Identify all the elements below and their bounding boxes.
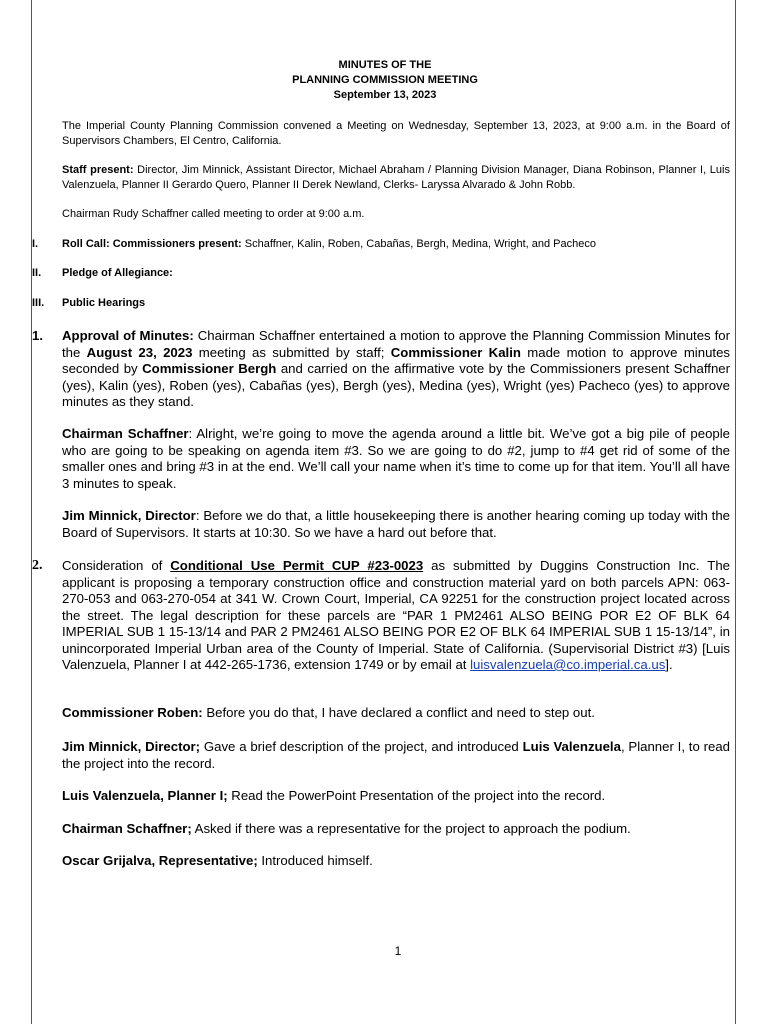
page-number: 1 xyxy=(394,944,402,958)
pledge-heading xyxy=(62,266,730,281)
director-statement-2-text-b: , Planner I, to read the project into the record. xyxy=(62,739,730,771)
commissioner-bergh: Commissioner Bergh xyxy=(142,361,277,376)
title-line-1: MINUTES OF THE xyxy=(338,59,432,71)
speaker-luis: Luis Valenzuela, Planner I; xyxy=(62,788,228,803)
item-1-text-c: made motion to approve minutes seconded by xyxy=(62,344,730,376)
director-statement-1 xyxy=(62,508,730,541)
chairman-statement-1 xyxy=(62,426,730,492)
roll-call xyxy=(62,237,730,252)
roben-statement-text: Before you do that, I have declared a conflict and need to step out. xyxy=(202,705,595,720)
item-1-text-d: and carried on the affirmative vote by the Commissioners present Schaffner (yes), Kalin (yes), Roben (yes), Cabañas (yes), Bergh (yes), Medina (yes), Wright (yes) Pacheco (yes) to approve minutes as they stand. xyxy=(62,361,730,409)
item-1-approval-of-minutes xyxy=(62,328,730,411)
oscar-statement xyxy=(62,853,730,870)
item-2-text-b: as submitted by Duggins Construction Inc. The applicant is proposing a temporary construction office and construction material yard on both parcels APN: 063-270-053 and 063-270-054 at 341 W. Crown Court, Imperial, CA 92251 for the construction project located across the street. The legal description for these parcels are “PAR 1 PM2461 ALSO BEING POR E2 OF BLK 64 IMPERIAL SUB 1 15-13/14 and PAR 2 PM2461 ALSO BEING POR E2 OF BLK 64 IMPERIAL SUB 1 15-13/14”, in unincorporated Imperial Urban area of the County of Imperial. State of California. (Supervisorial District #3) [Luis Valenzuela, Planner I at 442-265-1736, extension 1749 or by email at xyxy=(62,558,731,672)
item-2-text-c: ]. xyxy=(665,657,673,672)
luis-statement xyxy=(62,788,730,805)
intro-paragraph: The Imperial County Planning Commission convened a Meeting on Wednesday, September 13, 2023, at 9:00 a.m. in the Board of Supervisors Chambers, El Centro, California. xyxy=(62,120,730,147)
public-hearings-label: Public Hearings xyxy=(62,297,146,309)
director-statement-2 xyxy=(62,739,730,772)
staff-label: Staff present: xyxy=(62,164,134,176)
item-2-number: 2. xyxy=(32,558,43,573)
chairman-statement-2-text: Asked if there was a representative for the project to approach the podium. xyxy=(191,821,631,836)
title-date: September 13, 2023 xyxy=(333,89,437,101)
roll-call-label: Roll Call: Commissioners present: xyxy=(62,238,242,250)
pledge-label: Pledge of Allegiance: xyxy=(62,267,173,279)
speaker-director: Jim Minnick, Director xyxy=(62,508,196,523)
section-num-hearings: III. xyxy=(32,297,45,309)
director-statement-2-text-a: Gave a brief description of the project, and introduced xyxy=(200,739,523,754)
chairman-statement-2 xyxy=(62,821,730,838)
oscar-statement-text: Introduced himself. xyxy=(257,853,373,868)
permit-number: Conditional Use Permit CUP #23-0023 xyxy=(170,558,424,573)
item-1-number: 1. xyxy=(32,328,43,343)
planner-luis: Luis Valenzuela xyxy=(522,739,621,754)
chairman-statement-text: : Alright, we’re going to move the agenda around a little bit. We’ve got a big pile of people who are going to be speaking on agenda item #3. So we are going to do #2, jump to #4 get rid of some of the smaller ones and bring #3 in at the end. We’ll call your name when it’s time to come up for that item. You’ll all have 3 minutes to speak. xyxy=(62,426,730,491)
speaker-roben: Commissioner Roben: xyxy=(62,705,203,720)
minutes-date: August 23, 2023 xyxy=(86,344,193,360)
email-link[interactable]: luisvalenzuela@co.imperial.ca.us xyxy=(470,657,666,672)
title-line-2: PLANNING COMMISSION MEETING xyxy=(292,74,478,86)
call-to-order: Chairman Rudy Schaffner called meeting to order at 9:00 a.m. xyxy=(62,208,365,220)
commissioner-kalin: Commissioner Kalin xyxy=(390,344,521,360)
roll-call-list: Schaffner, Kalin, Roben, Cabañas, Bergh, Medina, Wright, and Pacheco xyxy=(241,238,596,250)
item-2-text-a: Consideration of xyxy=(62,558,171,573)
section-num-pledge: II. xyxy=(32,267,42,279)
item-1-text-b: meeting as submitted by staff; xyxy=(192,344,391,360)
public-hearings-heading xyxy=(62,296,730,311)
item-1-label: Approval of Minutes: xyxy=(62,328,194,343)
speaker-director-2: Jim Minnick, Director; xyxy=(62,739,201,754)
speaker-chairman-2: Chairman Schaffner; xyxy=(62,821,192,836)
speaker-oscar: Oscar Grijalva, Representative; xyxy=(62,853,258,868)
speaker-chairman: Chairman Schaffner xyxy=(62,426,189,441)
roben-statement xyxy=(62,705,730,722)
section-num-roll: I. xyxy=(32,238,39,250)
staff-list: Director, Jim Minnick, Assistant Director, Michael Abraham / Planning Division Manager, Diana Robinson, Planner I, Luis Valenzuela, Planner II Gerardo Quero, Planner II Derek Newland, Clerks- Laryssa Alvarado & John Robb. xyxy=(62,164,730,191)
luis-statement-text: Read the PowerPoint Presentation of the project into the record. xyxy=(227,788,606,803)
item-2-cup-consideration xyxy=(62,558,730,674)
director-statement-text: : Before we do that, a little housekeeping there is another hearing coming up today with the Board of Supervisors. It starts at 10:30. So we have a hard out before that. xyxy=(62,508,730,540)
staff-present-paragraph xyxy=(62,163,730,193)
item-1-text-a: Chairman Schaffner entertained a motion to approve the Planning Commission Minutes for the xyxy=(62,328,730,360)
